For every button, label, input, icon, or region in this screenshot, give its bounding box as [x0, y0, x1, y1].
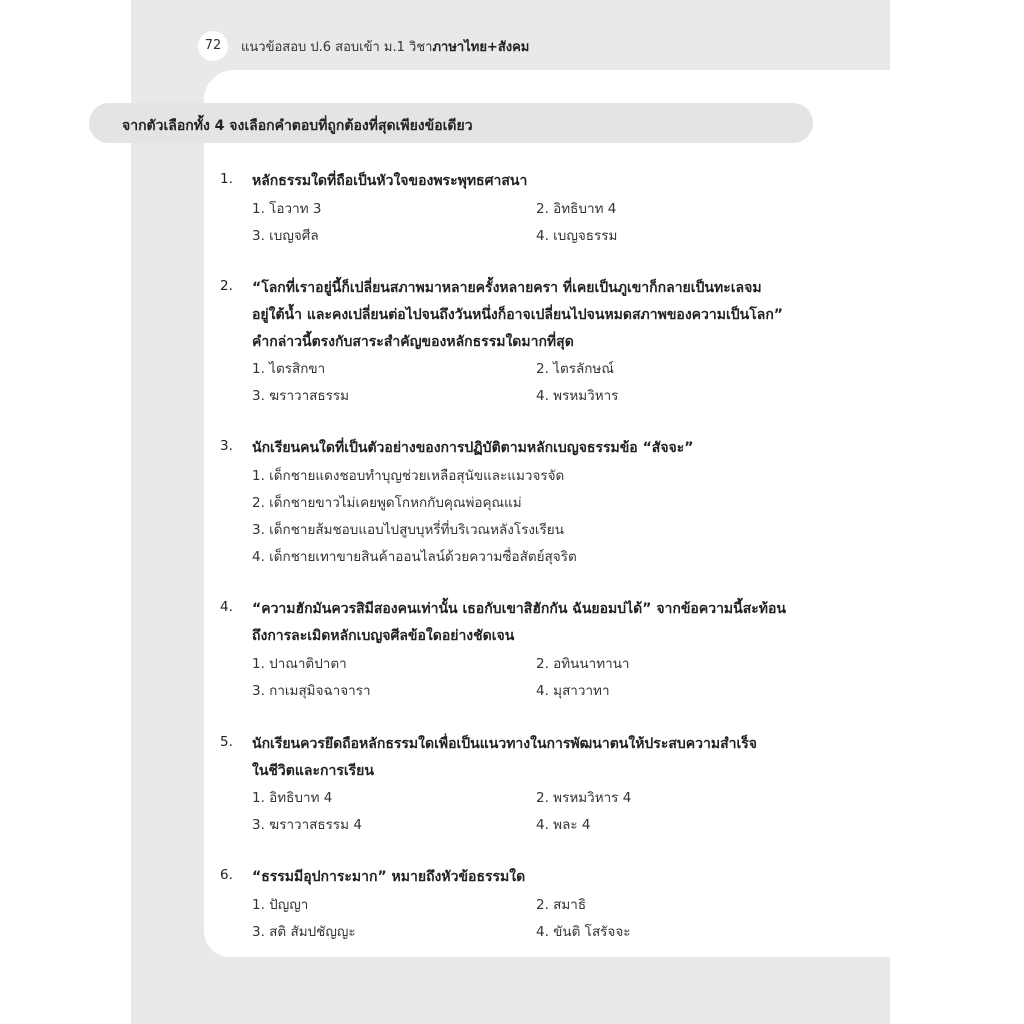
question-text: “ความฮักมันควรสิมีสองคนเท่านั้น เธอกับเขาสิฮักกัน ฉันยอมบ่ได้” จากข้อความนี้สะท้อน	[252, 601, 786, 617]
question-text: “โลกที่เราอยู่นี้ก็เปลี่ยนสภาพมาหลายครั้งหลายครา ที่เคยเป็นภูเขาก็กลายเป็นทะเลจม	[252, 280, 762, 296]
option[interactable]: 2. อทินนาทานา	[536, 656, 630, 672]
instruction-banner	[89, 103, 813, 143]
option[interactable]: 1. ปาณาติปาตา	[252, 656, 347, 672]
question-text: อยู่ใต้น้ำ และคงเปลี่ยนต่อไปจนถึงวันหนึ่งก็อาจเปลี่ยนไปจนหมดสภาพของความเป็นโลก”	[252, 307, 784, 323]
option[interactable]: 3. เบญจศีล	[252, 228, 319, 244]
running-title-prefix: แนวข้อสอบ ป.6 สอบเข้า ม.1 วิชา	[241, 40, 433, 55]
question-number: 5.	[220, 734, 233, 750]
option[interactable]: 2. สมาธิ	[536, 897, 587, 913]
question-text: นักเรียนควรยึดถือหลักธรรมใดเพื่อเป็นแนวทางในการพัฒนาตนให้ประสบความสำเร็จ	[252, 736, 758, 752]
option[interactable]: 4. มุสาวาทา	[536, 683, 610, 699]
option[interactable]: 3. เด็กชายส้มชอบแอบไปสูบบุหรี่ที่บริเวณหลังโรงเรียน	[252, 522, 564, 538]
option[interactable]: 1. ไตรสิกขา	[252, 361, 326, 377]
option[interactable]: 4. ขันติ โสรัจจะ	[536, 924, 631, 940]
question-number: 1.	[220, 171, 233, 187]
option[interactable]: 1. เด็กชายแดงชอบทำบุญช่วยเหลือสุนัขและแมวจรจัด	[252, 468, 565, 484]
question-text: ในชีวิตและการเรียน	[252, 763, 374, 779]
option[interactable]: 2. เด็กชายขาวไม่เคยพูดโกหกกับคุณพ่อคุณแม่	[252, 495, 522, 511]
running-title-subject: ภาษาไทย+สังคม	[432, 40, 530, 55]
option[interactable]: 3. ฆราวาสธรรม	[252, 388, 350, 404]
question-text: ถึงการละเมิดหลักเบญจศีลข้อใดอย่างชัดเจน	[252, 628, 515, 644]
question-number: 4.	[220, 599, 233, 615]
option[interactable]: 2. พรหมวิหาร 4	[536, 790, 632, 806]
question-text: นักเรียนคนใดที่เป็นตัวอย่างของการปฏิบัติตามหลักเบญจธรรมข้อ “สัจจะ”	[252, 440, 694, 456]
option[interactable]: 4. เด็กชายเทาขายสินค้าออนไลน์ด้วยความซื่อสัตย์สุจริต	[252, 549, 577, 565]
question-text: หลักธรรมใดที่ถือเป็นหัวใจของพระพุทธศาสนา	[252, 173, 528, 189]
option[interactable]: 3. กาเมสุมิจฉาจารา	[252, 683, 371, 699]
option[interactable]: 2. อิทธิบาท 4	[536, 201, 617, 217]
option[interactable]: 4. พรหมวิหาร	[536, 388, 619, 404]
option[interactable]: 1. อิทธิบาท 4	[252, 790, 333, 806]
option[interactable]: 4. พละ 4	[536, 817, 591, 833]
question-number: 3.	[220, 438, 233, 454]
option[interactable]: 1. ปัญญา	[252, 897, 309, 913]
question-text: “ธรรมมีอุปการะมาก” หมายถึงหัวข้อธรรมใด	[252, 869, 526, 885]
option[interactable]: 1. โอวาท 3	[252, 201, 322, 217]
question-number: 6.	[220, 867, 233, 883]
instruction-text: จากตัวเลือกทั้ง 4 จงเลือกคำตอบที่ถูกต้องที่สุดเพียงข้อเดียว	[122, 118, 473, 134]
option[interactable]: 4. เบญจธรรม	[536, 228, 618, 244]
option[interactable]: 2. ไตรลักษณ์	[536, 361, 614, 377]
page-number: 72	[198, 31, 228, 61]
option[interactable]: 3. ฆราวาสธรรม 4	[252, 817, 362, 833]
running-title	[241, 36, 529, 57]
option[interactable]: 3. สติ สัมปชัญญะ	[252, 924, 356, 940]
page-header	[131, 0, 890, 70]
question-text: คำกล่าวนี้ตรงกับสาระสำคัญของหลักธรรมใดมากที่สุด	[252, 334, 574, 350]
question-number: 2.	[220, 278, 233, 294]
